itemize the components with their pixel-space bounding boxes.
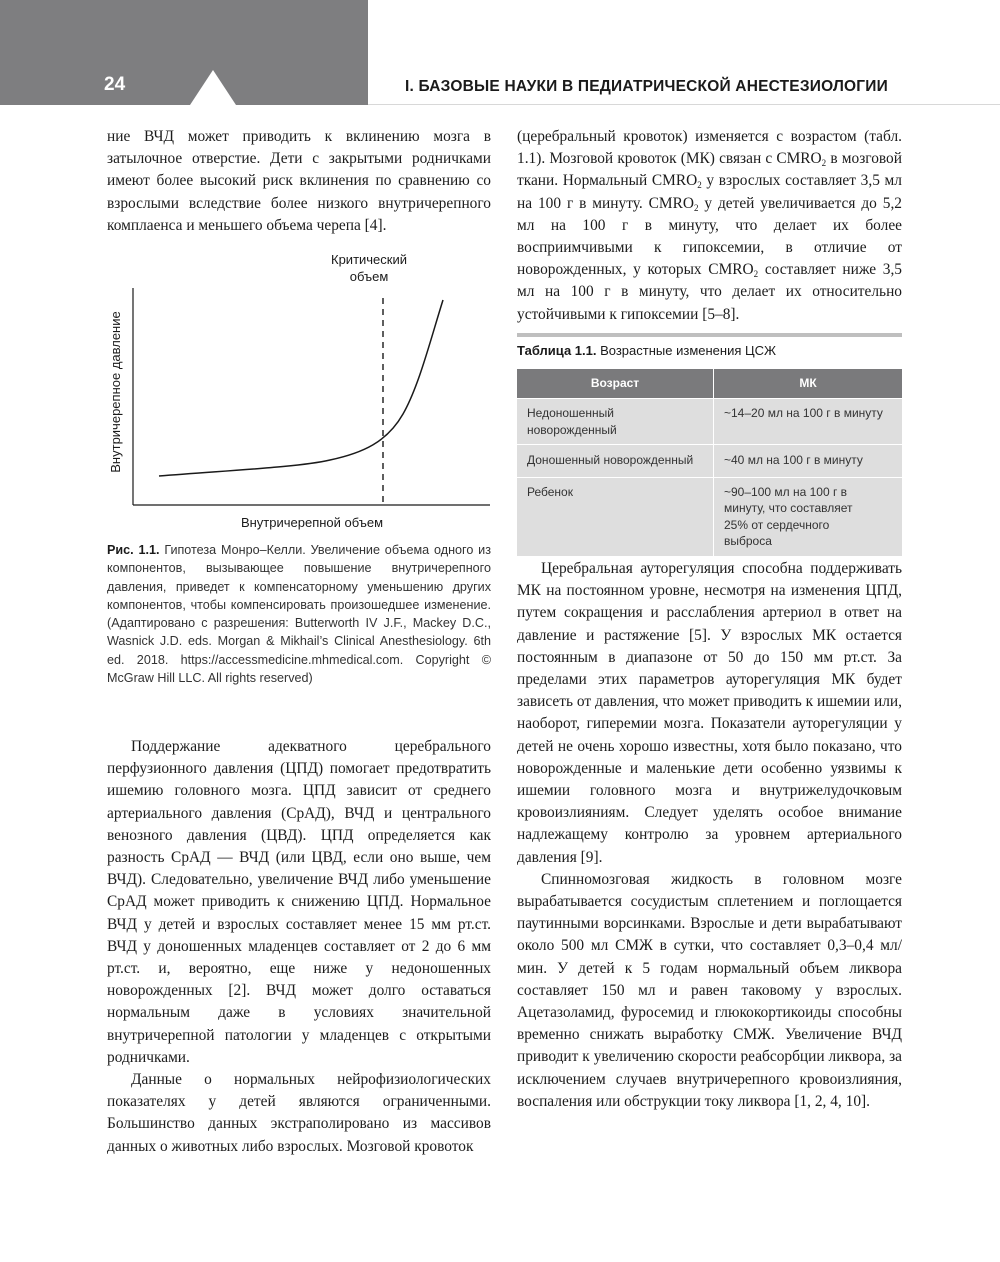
table-cell-age: Недоношенный новорожденный	[517, 399, 714, 445]
paragraph-csf: Спинномозговая жидкость в головном мозге вырабатывается сосудистым сплетением и поглощается паутинными ворсинками. Взрослые и дети вырабатывают около 500 мл СМЖ в сутки, что составляет 0,3–0,4 мл/мин. У детей к 5 годам нормальный объем ликвора составляет 150 мл и равен таковому у взрослых. Ацетазоламид, фуросемид и глюкокортикоиды способны временно снижать выработку СМЖ. Увеличение ВЧД приводит к увеличению скорости реабсорбции ликвора, за исключением случаев внутричерепного кровоизлияния, воспаления или обструкции току ликвора [1, 2, 4, 10].	[517, 870, 902, 1110]
right-column-bottom	[517, 558, 902, 1113]
table-title-text: Возрастные изменения ЦСЖ	[596, 343, 776, 358]
header-band	[0, 0, 368, 105]
table-cell-mk: ~40 мл на 100 г в минуту	[714, 445, 903, 478]
figure-monro-kellie	[105, 246, 495, 536]
caption-label: Рис. 1.1.	[107, 543, 160, 557]
table-age-changes	[517, 369, 902, 556]
table-row	[517, 399, 902, 445]
table-cell-age: Ребенок	[517, 477, 714, 556]
figure-caption	[107, 541, 491, 687]
left-column-bottom	[107, 736, 491, 1158]
caption-text: Гипотеза Монро–Келли. Увеличение объема одного из компонентов, вызывающее повышение внутричерепного давления, приведет к компенсаторному уменьшению других компонентов, чтобы компенсировать произошедшее изменение. (Адаптировано с разрешения: Butterworth IV J.F., Mackey D.C., Wasnick J.D. eds. Morgan & Mikhail’s Clinical Anesthesiology. 6th ed. 2018. https://accessmedicine.mhmedical.com. Copyright © McGraw Hill LLC. All rights reserved)	[107, 543, 491, 686]
y-axis-label: Внутричерепное давление	[108, 311, 123, 473]
table-cell-mk: ~14–20 мл на 100 г в минуту	[714, 399, 903, 445]
paragraph-neurophys-data: Данные о нормальных нейрофизиологических показателях у детей являются ограниченными. Большинство данных экстраполировано из массивов данных о животных либо взрослых. Мозговой кровоток	[107, 1071, 491, 1155]
critical-volume-label-2: объем	[349, 269, 389, 284]
table-top-rule	[517, 333, 902, 337]
x-axis-label: Внутричерепной объем	[240, 515, 384, 530]
table-header-age: Возраст	[517, 369, 714, 399]
critical-volume-label-1: Критический	[331, 252, 407, 267]
running-title: I. БАЗОВЫЕ НАУКИ В ПЕДИАТРИЧЕСКОЙ АНЕСТЕЗИОЛОГИИ	[405, 78, 888, 95]
right-column-top	[517, 126, 902, 326]
paragraph-cpp: Поддержание адекватного церебрального перфузионного давления (ЦПД) помогает предотвратить ишемию головного мозга. ЦПД зависит от среднего артериального давления (СрАД), ВЧД и центрального венозного давления (ЦВД). ЦПД определяется как разность СрАД — ВЧД (или ЦВД, если оно выше, чем ВЧД). Следовательно, увеличение ВЧД либо уменьшение СрАД может приводить к снижению ЦПД. Нормальное ВЧД у детей и взрослых составляет менее 15 мм рт.ст. ВЧД у доношенных младенцев составляет от 2 до 6 мм рт.ст. и, вероятно, еще ниже у недоношенных новорожденных [2]. ВЧД может долго оставаться нормальным даже в условиях значительной внутричерепной патологии у младенцев с открытыми родничками.	[107, 738, 491, 1066]
paragraph-cerebral-blood-flow: (церебральный кровоток) изменяется с возрастом (табл. 1.1). Мозговой кровоток (МК) связан с $CMRO_2$ в мозговой ткани. Нормальный $CMRO_2$ у взрослых составляет 3,5 мл на 100 г в минуту. $CMRO_2$ у детей увеличивается до 5,2 мл на 100 г в минуту, что делает их более восприимчивыми к гипоксемии, в отличие от новорожденных, у которых $CMRO_2$ составляет ниже 3,5 мл на 100 г в минуту, что делает их относительно устойчивыми к гипоксемии [5–8].	[517, 128, 902, 323]
table-title-label: Таблица 1.1.	[517, 343, 597, 358]
table-header-mk: МК	[714, 369, 903, 399]
header-rule	[368, 104, 1000, 105]
table-cell-age: Доношенный новорожденный	[517, 445, 714, 478]
figure-graph	[105, 246, 495, 536]
table-cell-mk: ~90–100 мл на 100 г в минуту, что составляет 25% от сердечного выброса	[714, 477, 903, 556]
header-triangle-decoration	[190, 70, 236, 105]
table-row	[517, 477, 902, 556]
paragraph-icp-herniation: ние ВЧД может приводить к вклинению мозга в затылочное отверстие. Дети с закрытыми родничками имеют более высокий риск вклинения по сравнению со взрослыми вследствие более низкого внутричерепного комплаенса и меньшего объема черепа [4].	[107, 128, 491, 234]
left-column-top	[107, 126, 491, 237]
table-header-row	[517, 369, 902, 399]
paragraph-autoregulation: Церебральная ауторегуляция способна поддерживать МК на постоянном уровне, несмотря на изменения ЦПД, путем сокращения и расслабления артериол в ответ на давление и растяжение [5]. У взрослых МК остается постоянным в диапазоне от 50 до 150 мм рт.ст. За пределами этих параметров ауторегуляция МК будет зависеть от давления, что может приводить к ишемии или, наоборот, гиперемии мозга. Показатели ауторегуляции у детей не очень хорошо известны, хотя было показано, что новорожденные и маленькие дети особенно уязвимы к ишемии головного мозга и внутрижелудочковым кровоизлияниям. Следует уделять особое внимание надлежащему контролю за уровнем артериального давления [9].	[517, 560, 902, 866]
table-title	[517, 343, 776, 358]
pressure-volume-curve	[159, 300, 443, 476]
table-row	[517, 445, 902, 478]
page-number: 24	[104, 74, 126, 95]
